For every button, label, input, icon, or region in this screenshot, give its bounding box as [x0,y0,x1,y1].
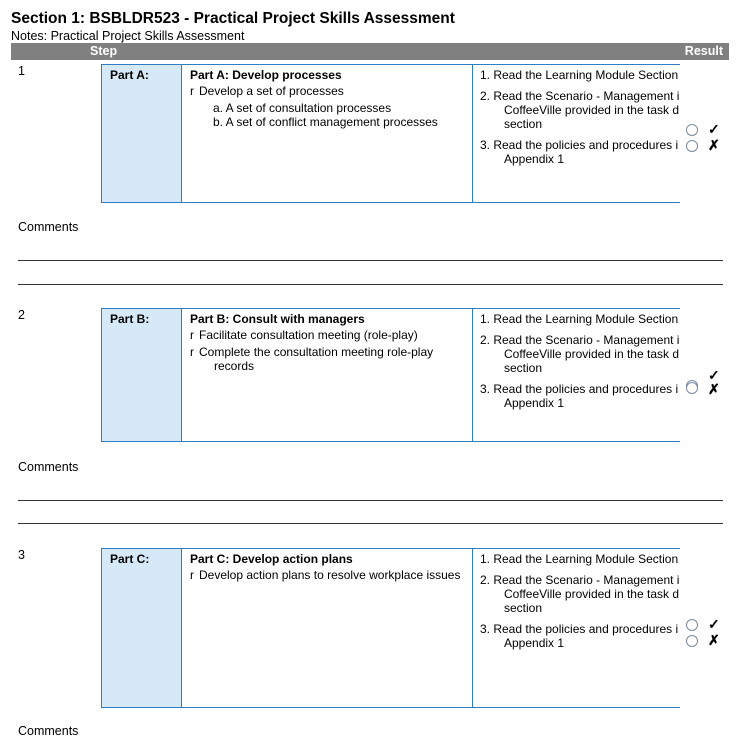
instructions-cell [473,65,680,202]
section-title: Section 1: BSBLDR523 - Practical Project Skills Assessment [11,10,455,27]
task-subitem: a. A set of consultation processes [213,101,392,115]
instruction-item: 1. Read the Learning Module Section [480,552,679,566]
instructions-cell [473,549,680,707]
cross-icon: ✗ [708,137,720,153]
instruction-item: 2. Read the Scenario - Management i CoffeeVille provided in the task d section [480,333,680,375]
comment-line[interactable] [18,500,723,501]
satisfactory-radio[interactable] [686,619,698,631]
instruction-item: 3. Read the policies and procedures i Appendix 1 [480,622,679,650]
result-column-header: Result [684,44,723,58]
task-description [182,309,473,441]
unsatisfactory-radio[interactable] [686,382,698,394]
step-number: 2 [18,308,25,322]
task-description [182,549,473,707]
checkbox-bullet-icon: r [190,84,194,98]
part-label: Part A: [101,65,182,202]
comment-line[interactable] [18,260,723,261]
instruction-item: 3. Read the policies and procedures i Appendix 1 [480,138,679,166]
task-description [182,65,473,202]
instruction-item: 1. Read the Learning Module Section [480,312,679,326]
step-number: 1 [18,64,25,78]
step-table [101,308,680,442]
comment-line[interactable] [18,284,723,285]
checkmark-icon: ✓ [708,616,720,632]
step-table [101,64,680,203]
satisfactory-radio[interactable] [686,124,698,136]
cross-icon: ✗ [708,381,720,397]
task-bullet: r Develop a set of processes [190,84,344,98]
step-table [101,548,680,708]
task-title: Part A: Develop processes [190,68,342,82]
step-column-header: Step [90,44,118,58]
instruction-item: 1. Read the Learning Module Section [480,68,679,82]
part-label: Part C: [101,549,182,707]
instructions-cell [473,309,680,441]
task-bullet: r Facilitate consultation meeting (role-play) [190,328,418,342]
task-bullet: r Develop action plans to resolve workplace issues [190,568,461,582]
instruction-item: 2. Read the Scenario - Management i CoffeeVille provided in the task d section [480,573,680,615]
instruction-item: 3. Read the policies and procedures i Appendix 1 [480,382,679,410]
table-header-bar [11,43,729,60]
comment-line[interactable] [18,523,723,524]
task-title: Part B: Consult with managers [190,312,365,326]
checkmark-icon: ✓ [708,121,720,137]
unsatisfactory-radio[interactable] [686,140,698,152]
task-title: Part C: Develop action plans [190,552,353,566]
comments-label: Comments [18,724,79,738]
task-subitem: b. A set of conflict management processes [213,115,438,129]
notes-text: Notes: Practical Project Skills Assessment [11,29,245,43]
comments-label: Comments [18,460,79,474]
checkbox-bullet-icon: r [190,328,194,342]
checkmark-icon: ✓ [708,367,720,383]
cross-icon: ✗ [708,632,720,648]
unsatisfactory-radio[interactable] [686,635,698,647]
instruction-item: 2. Read the Scenario - Management i CoffeeVille provided in the task d section [480,89,680,131]
checkbox-bullet-icon: r [190,568,194,582]
task-bullet: r Complete the consultation meeting role-play records [190,345,434,373]
part-label: Part B: [101,309,182,441]
step-number: 3 [18,548,25,562]
comments-label: Comments [18,220,79,234]
checkbox-bullet-icon: r [190,345,194,359]
